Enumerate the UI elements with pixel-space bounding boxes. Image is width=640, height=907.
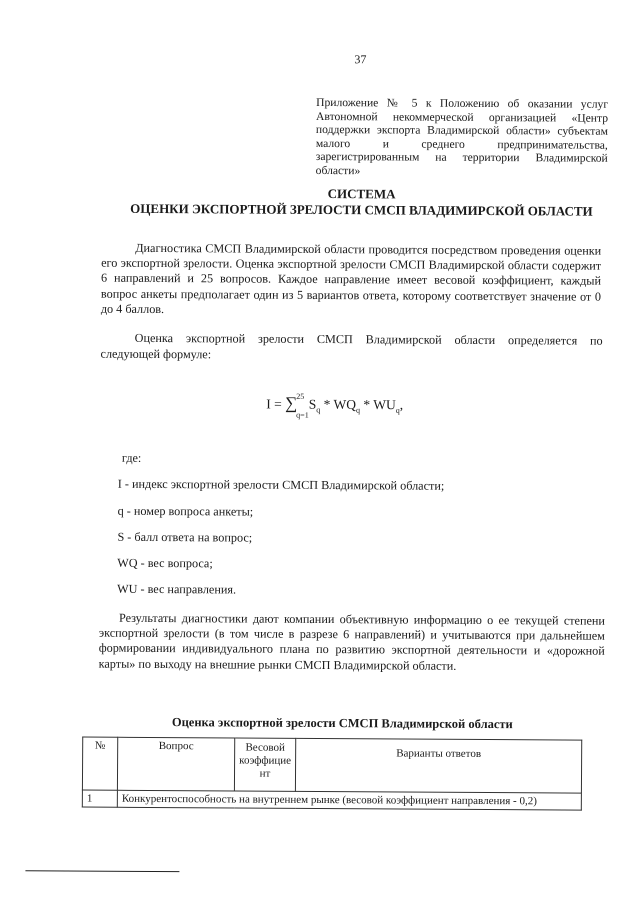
formula-lhs: I =	[266, 396, 282, 412]
formula-wu-index: q	[395, 405, 400, 415]
definition-s: S - балл ответа на вопрос;	[117, 529, 253, 545]
header-answer-options: Варианты ответов	[295, 738, 581, 793]
formula-times-1: *	[323, 396, 331, 412]
table-title: Оценка экспортной зрелости СМСП Владимирской области	[171, 715, 513, 732]
header-weight-line-2: коэффицие	[239, 754, 292, 767]
document-title	[121, 185, 601, 219]
row-section-title: Конкурентоспособность на внутреннем рынке (весовой коэффициент направления - 0,2)	[117, 790, 581, 810]
paragraph-results: Результаты диагностики дают компании объективную информацию о ее текущей степени экспортной зрелости (в том числе в разрезе 6 направлений) и учитываются при дальнейшем формировании индивидуального плана по развитию экспортной деятельности и «дорожной карты» по выходу на внешние рынки СМСП Владимирской области.	[98, 610, 606, 673]
formula-wu: WU	[373, 397, 396, 413]
paragraph-formula-intro-line1: Оценка экспортной зрелости СМСП Владимирской области определяется по	[134, 330, 603, 348]
page-number: 37	[354, 52, 367, 67]
header-weight-line-1: Весовой	[245, 741, 285, 754]
table-row	[82, 790, 581, 810]
row-number: 1	[82, 790, 117, 807]
maturity-table	[82, 737, 582, 811]
definition-wq: WQ - вес вопроса;	[117, 555, 213, 571]
formula-wq-index: q	[355, 405, 361, 415]
formula-end: ,	[399, 397, 404, 413]
where-label: где:	[121, 450, 142, 465]
table-header-row	[82, 737, 581, 793]
definition-i: I - индекс экспортной зрелости СМСП Владимирской области;	[117, 476, 445, 493]
title-line-2: ОЦЕНКИ ЭКСПОРТНОЙ ЗРЕЛОСТИ СМСП ВЛАДИМИРСКОЙ ОБЛАСТИ	[130, 200, 593, 219]
formula-s: S	[308, 396, 317, 412]
sum-sign: ∑	[285, 393, 298, 413]
sum-upper-limit: 25	[296, 391, 305, 401]
formula-wq: WQ	[333, 396, 357, 412]
paragraph-diagnostics: Диагностика СМСП Владимирской области проводится посредством проведения оценки его экспортной зрелости. Оценка экспортной зрелости СМСП Владимирской области содержит 6 направлений и 25 вопросов. Каждое направление имеет весовой коэффициент, каждый вопрос анкеты предполагает один из 5 вариантов ответа, которому соответствует значение от 0 до 4 баллов.	[100, 240, 602, 316]
appendix-note: Приложение № 5 к Положению об оказании услуг Автономной некоммерческой организацией «Центр поддержки экспорта Владимирской области» субъектам малого и среднего предпринимательства, зарегистрированным на территории Владимирской области»	[315, 95, 609, 178]
header-number: №	[82, 737, 117, 790]
sum-limits	[296, 392, 309, 419]
footnote-rule	[25, 870, 179, 872]
paragraph-formula-intro-line2: следующей формуле:	[100, 346, 212, 362]
definition-wu: WU - вес направления.	[117, 581, 237, 597]
header-weight	[234, 738, 295, 791]
sum-lower-limit: q=1	[296, 410, 309, 420]
formula-s-index: q	[316, 405, 321, 415]
title-line-1: СИСТЕМА	[327, 186, 396, 202]
header-weight-line-3: нт	[259, 767, 271, 780]
header-question: Вопрос	[117, 737, 234, 791]
definition-q: q - номер вопроса анкеты;	[117, 503, 254, 519]
formula-times-2: *	[363, 396, 371, 412]
index-formula	[266, 392, 403, 420]
